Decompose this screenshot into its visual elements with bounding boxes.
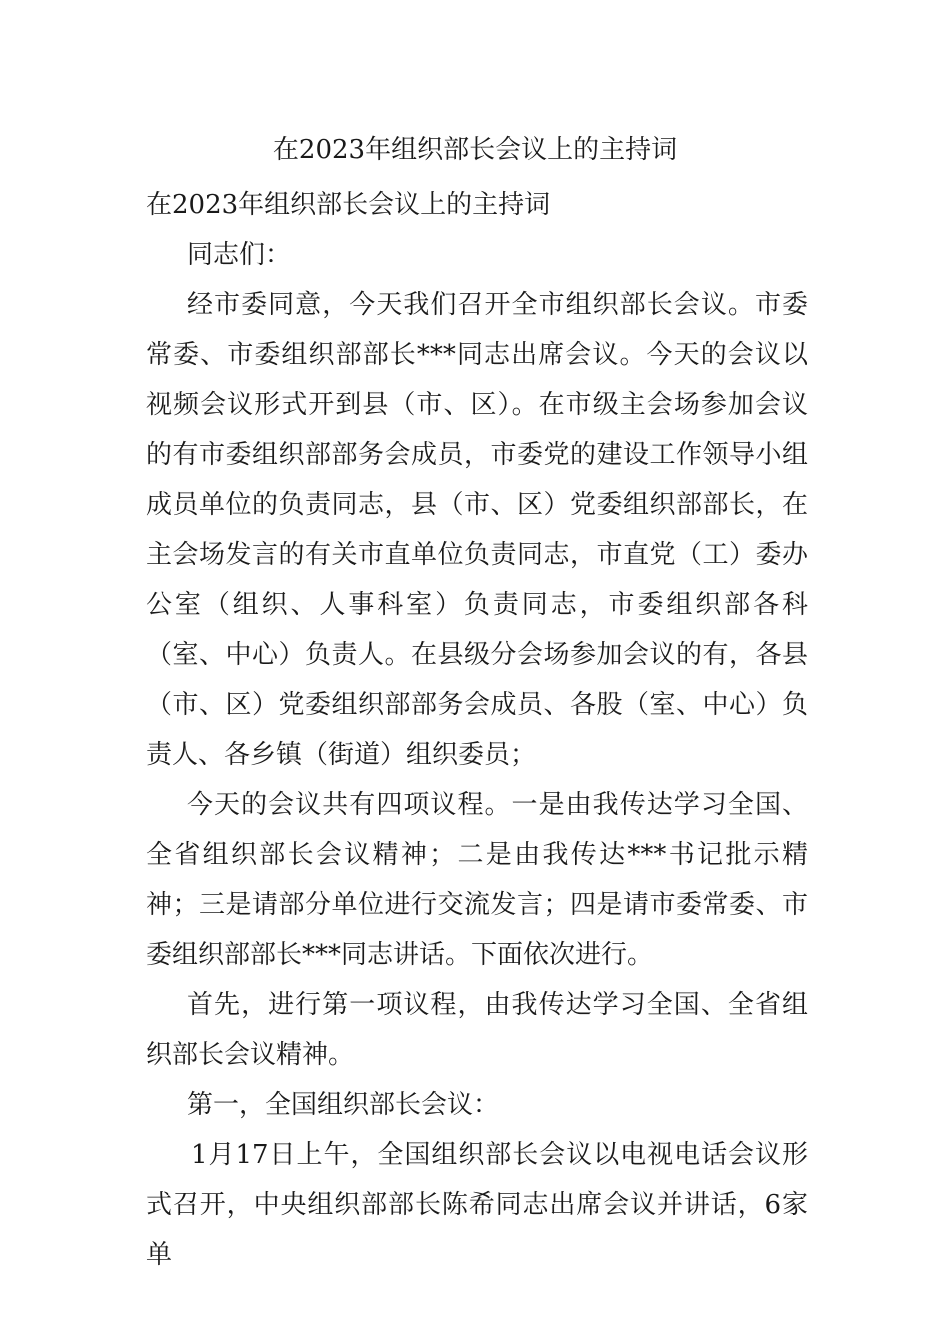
- agenda-paragraph: 今天的会议共有四项议程。一是由我传达学习全国、全省组织部长会议精神；二是由我传达***书记批示精神；三是请部分单位进行交流发言；四是请市委常委、市委组织部部长***同志讲话。下面依次进行。: [146, 790, 808, 970]
- first-item-paragraph: 首先，进行第一项议程，由我传达学习全国、全省组织部长会议精神。: [146, 990, 808, 1070]
- attendees-paragraph: 经市委同意，今天我们召开全市组织部长会议。市委常委、市委组织部部长***同志出席会议。今天的会议以视频会议形式开到县（市、区）。在市级主会场参加会议的有市委组织部部务会成员，市委党的建设工作领导小组成员单位的负责同志，县（市、区）党委组织部部长，在主会场发言的有关市直单位负责同志，市直党（工）委办公室（组织、人事科室）负责同志，市委组织部各科（室、中心）负责人。在县级分会场参加会议的有，各县（市、区）党委组织部部务会成员、各股（室、中心）负责人、各乡镇（街道）组织委员；: [146, 290, 808, 770]
- document-subtitle: 在2023年组织部长会议上的主持词: [146, 190, 551, 220]
- salutation-paragraph: 同志们：: [187, 240, 292, 270]
- national-meeting-paragraph: 1月17日上午，全国组织部长会议以电视电话会议形式召开，中央组织部部长陈希同志出席会议并讲话，6家单: [146, 1140, 808, 1270]
- document-body: [146, 180, 808, 1280]
- document-title: 在2023年组织部长会议上的主持词: [272, 135, 678, 165]
- section-heading-paragraph: 第一，全国组织部长会议：: [187, 1090, 500, 1120]
